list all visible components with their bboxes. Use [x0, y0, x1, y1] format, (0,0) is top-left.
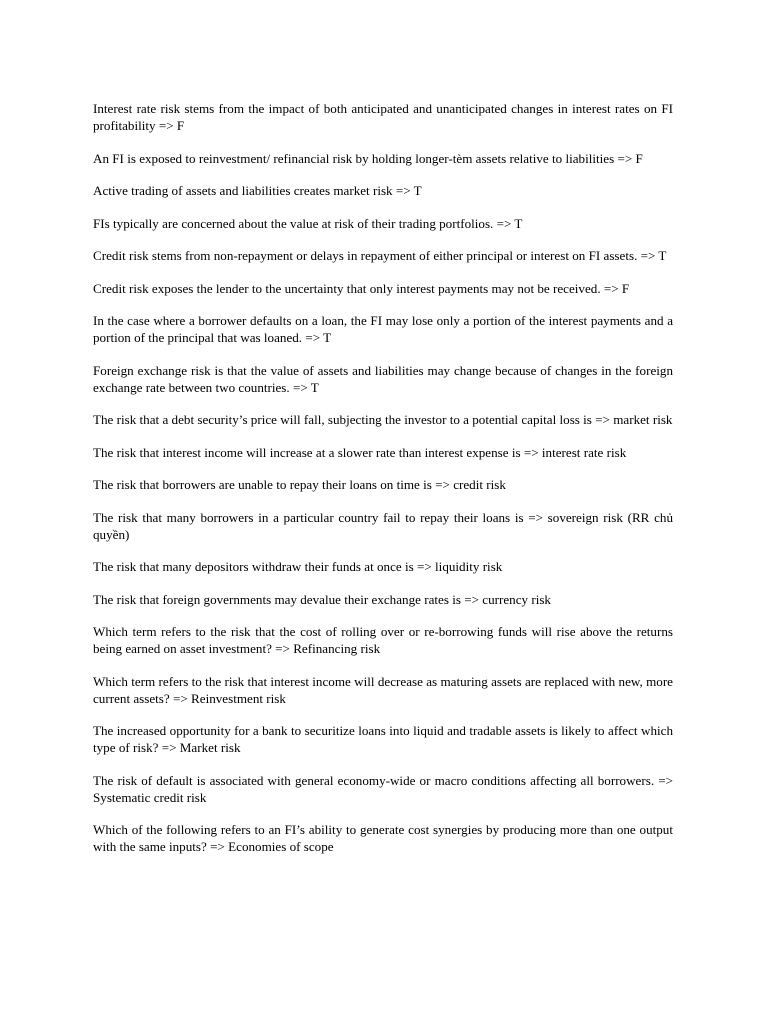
paragraph-17: The increased opportunity for a bank to securitize loans into liquid and tradable assets is likely to affect which type of risk? => Market risk [93, 723, 673, 755]
paragraph-18: The risk of default is associated with general economy-wide or macro conditions affecting all borrowers. => Systematic credit risk [93, 772, 673, 805]
paragraph-14: The risk that foreign governments may devalue their exchange rates is => currency risk [93, 591, 551, 607]
paragraph-6: Credit risk exposes the lender to the uncertainty that only interest payments may not be received. => F [93, 280, 630, 296]
paragraph-5: Credit risk stems from non-repayment or delays in repayment of either principal or interest on FI assets. => T [93, 248, 667, 263]
document-body [93, 100, 673, 871]
paragraph-12: The risk that many borrowers in a particular country fail to repay their loans is => sovereign risk (RR chủ quyền) [93, 509, 673, 542]
paragraph-16: Which term refers to the risk that interest income will decrease as maturing assets are replaced with new, more current assets? => Reinvestment risk [93, 673, 673, 706]
paragraph-10: The risk that interest income will increase at a slower rate than interest expense is => interest rate risk [93, 444, 627, 460]
paragraph-19: Which of the following refers to an FI’s ability to generate cost synergies by producing more than one output with the same inputs? => Economies of scope [93, 822, 673, 854]
paragraph-9: The risk that a debt security’s price will fall, subjecting the investor to a potential capital loss is => market risk [93, 412, 673, 427]
paragraph-1: Interest rate risk stems from the impact of both anticipated and unanticipated changes in interest rates on FI profitability => F [93, 101, 673, 133]
paragraph-4: FIs typically are concerned about the value at risk of their trading portfolios. => T [93, 215, 523, 231]
paragraph-3: Active trading of assets and liabilities creates market risk => T [93, 183, 422, 198]
paragraph-8: Foreign exchange risk is that the value of assets and liabilities may change because of changes in the foreign exchange rate between two countries. => T [93, 362, 673, 395]
paragraph-15: Which term refers to the risk that the cost of rolling over or re-borrowing funds will rise above the returns being earned on asset investment? => Refinancing risk [93, 624, 673, 656]
paragraph-11: The risk that borrowers are unable to repay their loans on time is => credit risk [93, 477, 506, 492]
paragraph-2: An FI is exposed to reinvestment/ refinancial risk by holding longer-tèm assets relative to liabilities => F [93, 150, 643, 166]
paragraph-13: The risk that many depositors withdraw their funds at once is => liquidity risk [93, 559, 503, 574]
paragraph-7: In the case where a borrower defaults on a loan, the FI may lose only a portion of the interest payments and a portion of the principal that was loaned. => T [93, 313, 673, 345]
